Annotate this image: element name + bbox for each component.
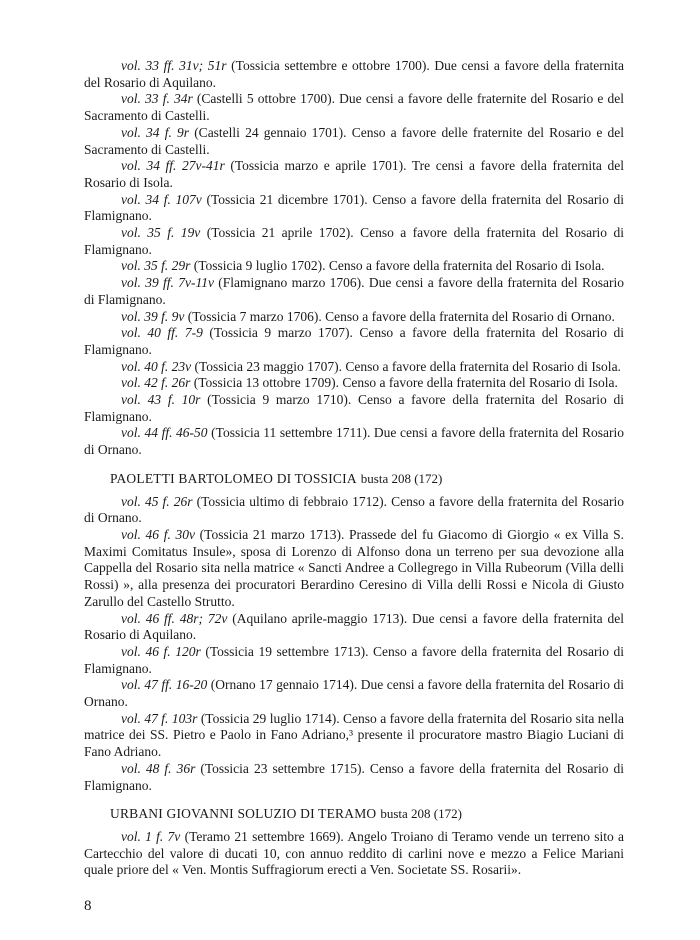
- entry: [84, 677, 624, 710]
- entry: [84, 359, 624, 376]
- document-body: [84, 58, 624, 879]
- volume-reference: vol. 33 ff. 31v; 51r: [121, 58, 227, 73]
- section-urbani: [84, 806, 624, 879]
- volume-reference: vol. 34 f. 9r: [121, 124, 190, 140]
- entry-text: (Tossicia 11 settembre 1711). Due censi a favore della fraternita del Rosario di Ornano.: [84, 425, 625, 458]
- entry: [84, 325, 624, 358]
- volume-reference: vol. 35 f. 19v: [121, 225, 201, 241]
- entry-text: (Tossicia 13 ottobre 1709). Censo a favore della fraternita del Rosario di Isola.: [193, 375, 618, 391]
- volume-reference: vol. 47 f. 103r: [121, 710, 198, 726]
- entry-text: (Tossicia 7 marzo 1706). Censo a favore della fraternita del Rosario di Ornano.: [187, 308, 615, 324]
- busta-reference: busta 208 (172): [380, 806, 462, 822]
- entry: [84, 392, 624, 425]
- volume-reference: vol. 46 f. 120r: [121, 643, 201, 659]
- section-continued: [84, 58, 624, 459]
- entry: [84, 761, 624, 794]
- volume-reference: vol. 46 ff. 48r; 72v: [121, 610, 228, 626]
- section-heading: [84, 806, 624, 823]
- volume-reference: vol. 47 ff. 16-20: [121, 677, 208, 693]
- entry: [84, 309, 624, 326]
- entry-text: (Ornano 17 gennaio 1714). Due censi a favore della fraternita del Rosario di Ornano.: [84, 677, 625, 710]
- busta-reference: busta 208 (172): [360, 470, 443, 486]
- entry: [84, 58, 624, 91]
- volume-reference: vol. 42 f. 26r: [121, 375, 191, 391]
- entry-text: (Aquilano aprile-maggio 1713). Due censi a favore della fraternita del Rosario di Aquilano.: [84, 610, 624, 643]
- entry-text: (Teramo 21 settembre 1669). Angelo Troiano di Teramo vende un terreno sito a Cartecchio del valore di ducati 10, con annuo reddito di carlini nove e mezzo a Felice Mariani quale priore del « Ven. Montis Suffragiorum erecti a Ven. Societate SS. Rosarii».: [84, 828, 625, 878]
- entry: [84, 611, 624, 644]
- entry: [84, 375, 624, 392]
- entry-text: (Tossicia 23 maggio 1707). Censo a favore della fraternita del Rosario di Isola.: [194, 358, 621, 374]
- entry: [84, 494, 624, 527]
- entry: [84, 644, 624, 677]
- entry: [84, 275, 624, 308]
- volume-reference: vol. 45 f. 26r: [121, 493, 193, 509]
- volume-reference: vol. 34 ff. 27v-41r: [121, 158, 225, 174]
- entry: [84, 527, 624, 611]
- entry-text: (Tossicia 21 aprile 1702). Censo a favore della fraternita del Rosario di Flamignano.: [84, 225, 624, 257]
- volume-reference: vol. 48 f. 36r: [121, 760, 196, 776]
- entry-text: (Tossicia 29 luglio 1714). Censo a favore della fraternita del Rosario sita nella matrice dei SS. Pietro e Paolo in Fano Adriano,³ presente il procuratore mastro Biagio Luciani di Fano Adriano.: [84, 710, 625, 760]
- notary-name: URBANI GIOVANNI SOLUZIO DI TERAMO: [110, 806, 377, 822]
- entry-text: (Tossicia 9 luglio 1702). Censo a favore della fraternita del Rosario di Isola.: [193, 258, 605, 274]
- volume-reference: vol. 1 f. 7v: [121, 828, 181, 844]
- volume-reference: vol. 39 ff. 7v-11v: [121, 275, 214, 291]
- volume-reference: vol. 40 f. 23v: [121, 358, 192, 374]
- section-paoletti: [84, 471, 624, 794]
- entry: [84, 125, 624, 158]
- entry-text: (Castelli 24 gennaio 1701). Censo a favore delle fraternite del Rosario e del Sacramento di Castelli.: [84, 124, 624, 157]
- entry-text: (Tossicia 21 marzo 1713). Prassede del fu Giacomo di Giorgio « ex Villa S. Maximi Comitatus Insule», sposa di Lorenzo di Alfonso dona un terreno per sua devozione alla Cappella del Rosario sita nella matrice « Sancti Andree a Collegrego in Villa Rubeorum (Villa delli Rossi) », alla presenza dei procuratori Berardino Ceresino di Villa delli Rossi e Nicola di Giusto Zarullo del Castello Strutto.: [84, 526, 625, 609]
- section-heading: [84, 471, 624, 488]
- volume-reference: vol. 39 f. 9v: [121, 308, 185, 324]
- page-number: 8: [84, 898, 92, 914]
- volume-reference: vol. 40 ff. 7-9: [121, 325, 203, 341]
- entry-text: (Tossicia 9 marzo 1710). Censo a favore della fraternita del Rosario di Flamignano.: [84, 392, 624, 424]
- entry-text: (Tossicia 23 settembre 1715). Censo a favore della fraternita del Rosario di Flamignano.: [84, 760, 625, 793]
- volume-reference: vol. 33 f. 34r: [121, 91, 193, 107]
- volume-reference: vol. 34 f. 107v: [121, 191, 202, 207]
- entry: [84, 711, 624, 761]
- entry-text: (Tossicia marzo e aprile 1701). Tre censi a favore della fraternita del Rosario di Isola.: [84, 158, 625, 190]
- entry: [84, 225, 624, 258]
- entry-text: (Tossicia 9 marzo 1707). Censo a favore della fraternita del Rosario di Flamignano.: [84, 325, 624, 357]
- entry: [84, 425, 624, 458]
- entry-text: (Tossicia 21 dicembre 1701). Censo a favore della fraternita del Rosario di Flamignano.: [84, 191, 624, 224]
- entry-text: (Tossicia ultimo di febbraio 1712). Censo a favore della fraternita del Rosario di Ornano.: [84, 493, 625, 526]
- entry: [84, 192, 624, 225]
- entry-text: (Flamignano marzo 1706). Due censi a favore della fraternita del Rosario di Flamignano.: [84, 275, 624, 307]
- notary-name: PAOLETTI BARTOLOMEO DI TOSSICIA: [110, 470, 357, 486]
- entry-text: (Tossicia 19 settembre 1713). Censo a favore della fraternita del Rosario di Flamignano.: [84, 643, 625, 676]
- entry: [84, 829, 624, 879]
- entry: [84, 258, 624, 275]
- entry-text: (Castelli 5 ottobre 1700). Due censi a favore delle fraternite del Rosario e del Sacramento di Castelli.: [84, 91, 625, 124]
- volume-reference: vol. 46 f. 30v: [121, 526, 195, 542]
- entry: [84, 91, 624, 124]
- volume-reference: vol. 43 f. 10r: [121, 392, 201, 408]
- volume-reference: vol. 35 f. 29r: [121, 258, 191, 274]
- entry-text: (Tossicia settembre e ottobre 1700). Due censi a favore della fraternita del Rosario di Aquilano.: [84, 58, 624, 90]
- volume-reference: vol. 44 ff. 46-50: [121, 425, 208, 441]
- entry: [84, 158, 624, 191]
